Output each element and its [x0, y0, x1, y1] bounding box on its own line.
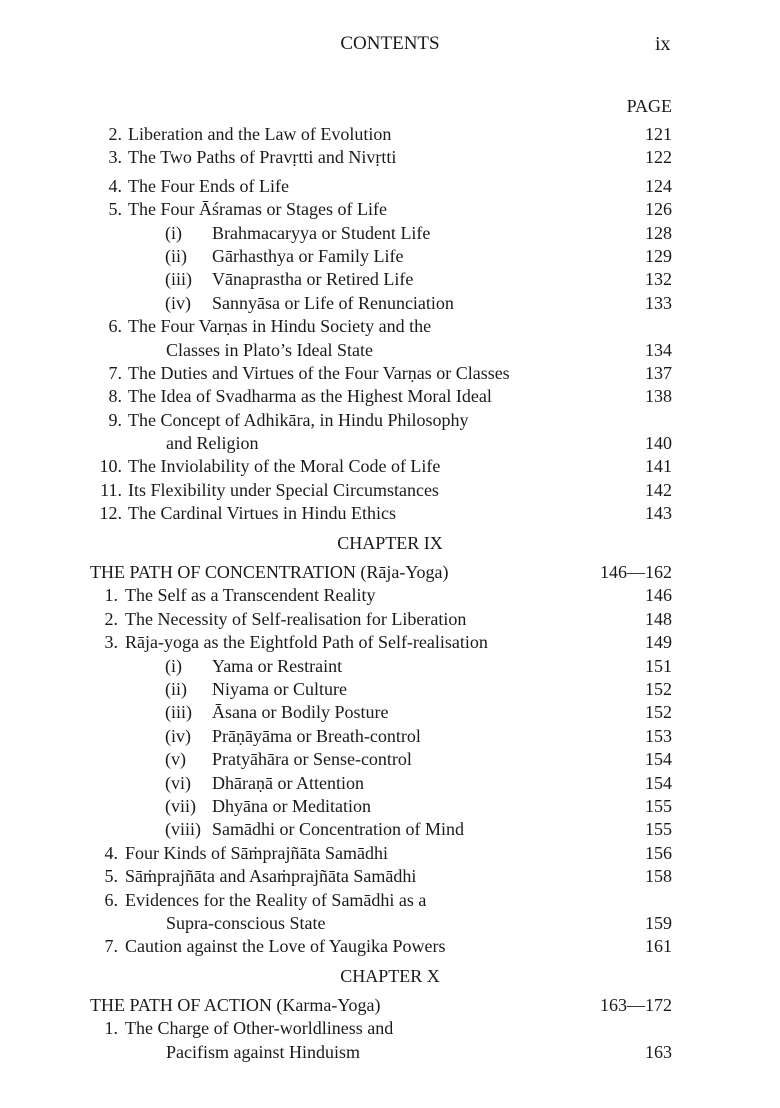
toc-entry [0, 362, 780, 385]
running-header-title: CONTENTS [340, 33, 440, 54]
entry-number: (viii) [165, 819, 201, 840]
toc-entry [0, 175, 780, 198]
entry-title: The Four Ends of Life [128, 175, 289, 196]
entry-number: 8. [108, 386, 122, 407]
entry-page: 163 [645, 1041, 672, 1062]
entry-title: The Idea of Svadharma as the Highest Moral Ideal [128, 386, 492, 407]
entry-number: 2. [104, 608, 118, 629]
entry-number: 6. [104, 889, 118, 910]
entry-title: The Four Varṇas in Hindu Society and the [128, 316, 432, 337]
entry-number: 11. [100, 479, 122, 500]
toc-entry [0, 608, 780, 631]
entry-number: 1. [104, 1018, 118, 1039]
entry-number: 4. [104, 842, 118, 863]
entry-page: 140 [645, 433, 672, 454]
part-title-row [0, 994, 780, 1017]
entry-number: (iii) [165, 702, 192, 723]
toc-entry [0, 701, 780, 724]
entry-page: 151 [645, 655, 672, 676]
entry-title: Evidences for the Reality of Samādhi as a [125, 889, 427, 910]
entry-number: (i) [165, 655, 182, 676]
entry-page: 154 [645, 772, 672, 793]
entry-page: 156 [645, 842, 672, 863]
entry-page: 128 [645, 222, 672, 243]
entry-title: and Religion [166, 433, 259, 454]
table-of-contents [0, 123, 780, 1064]
entry-title: Sannyāsa or Life of Renunciation [212, 292, 454, 313]
entry-number: (ii) [165, 245, 187, 266]
entry-title: THE PATH OF ACTION (Karma-Yoga) [90, 995, 381, 1016]
entry-title: Rāja-yoga as the Eightfold Path of Self-realisation [125, 632, 488, 653]
entry-title: Brahmacaryya or Student Life [212, 222, 431, 243]
toc-entry [0, 432, 780, 455]
entry-title: THE PATH OF CONCENTRATION (Rāja-Yoga) [90, 562, 449, 583]
toc-entry [0, 315, 780, 338]
entry-number: (ii) [165, 678, 187, 699]
toc-entry [0, 409, 780, 432]
entry-number: 3. [108, 147, 122, 168]
entry-title: The Necessity of Self-realisation for Liberation [125, 608, 467, 629]
toc-entry [0, 584, 780, 607]
entry-title: Gārhasthya or Family Life [212, 245, 404, 266]
entry-page: 141 [645, 456, 672, 477]
entry-title: CHAPTER IX [337, 532, 443, 553]
chapter-heading [0, 532, 780, 555]
toc-entry [0, 455, 780, 478]
entry-page: 163—172 [600, 995, 672, 1016]
entry-page: 133 [645, 292, 672, 313]
entry-title: Classes in Plato’s Ideal State [166, 339, 373, 360]
toc-entry [0, 222, 780, 245]
entry-title: Dhāraṇā or Attention [212, 772, 364, 793]
entry-title: Prāṇāyāma or Breath-control [212, 725, 421, 746]
entry-number: (vii) [165, 795, 196, 816]
page-number: ix [655, 33, 671, 55]
entry-title: Four Kinds of Sāṁprajñāta Samādhi [125, 842, 388, 863]
entry-page: 137 [645, 362, 672, 383]
entry-number: 12. [99, 503, 122, 524]
entry-page: 142 [645, 479, 672, 500]
toc-entry [0, 818, 780, 841]
entry-page: 159 [645, 912, 672, 933]
entry-title: Supra-conscious State [166, 912, 326, 933]
entry-number: 2. [108, 124, 122, 144]
entry-page: 161 [645, 936, 672, 957]
toc-entry [0, 935, 780, 958]
entry-page: 122 [645, 147, 672, 168]
entry-page: 138 [645, 386, 672, 407]
entry-page: 146 [645, 585, 672, 606]
toc-entry [0, 502, 780, 525]
entry-title: Sāṁprajñāta and Asaṁprajñāta Samādhi [125, 866, 417, 887]
entry-title: Āsana or Bodily Posture [212, 702, 389, 723]
entry-page: 121 [645, 124, 672, 144]
toc-entry [0, 268, 780, 291]
entry-title: The Cardinal Virtues in Hindu Ethics [128, 503, 397, 524]
entry-number: 7. [108, 362, 122, 383]
entry-number: (v) [165, 749, 186, 770]
entry-page: 158 [645, 866, 672, 887]
entry-number: 9. [108, 409, 122, 430]
toc-entry [0, 245, 780, 268]
entry-number: 4. [108, 175, 122, 196]
toc-entry [0, 1041, 780, 1064]
entry-title: The Self as a Transcendent Reality [125, 585, 376, 606]
toc-entry [0, 479, 780, 502]
toc-entry [0, 123, 780, 146]
toc-entry [0, 1017, 780, 1040]
entry-page: 134 [645, 339, 672, 360]
entry-page: 143 [645, 503, 672, 524]
entry-number: (i) [165, 222, 182, 243]
entry-page: 154 [645, 749, 672, 770]
entry-number: 5. [108, 199, 122, 220]
entry-number: 5. [104, 866, 118, 887]
entry-number: 1. [104, 585, 118, 606]
entry-title: The Charge of Other-worldliness and [125, 1018, 394, 1039]
entry-page: 129 [645, 245, 672, 266]
entry-page: 155 [645, 819, 672, 840]
entry-page: 152 [645, 678, 672, 699]
entry-title: The Two Paths of Pravṛtti and Nivṛtti [128, 147, 397, 168]
entry-page: 146—162 [600, 562, 672, 583]
toc-entry [0, 772, 780, 795]
entry-number: 3. [104, 632, 118, 653]
toc-entry [0, 292, 780, 315]
entry-page: 124 [645, 175, 672, 196]
page-column-label: PAGE [626, 96, 672, 116]
entry-page: 152 [645, 702, 672, 723]
entry-title: Vānaprastha or Retired Life [212, 269, 414, 290]
entry-title: Yama or Restraint [212, 655, 343, 676]
entry-title: The Inviolability of the Moral Code of Life [128, 456, 441, 477]
toc-entry [0, 631, 780, 654]
entry-title: Niyama or Culture [212, 678, 347, 699]
part-title-row [0, 561, 780, 584]
toc-entry [0, 912, 780, 935]
entry-title: The Concept of Adhikāra, in Hindu Philosophy [128, 409, 469, 430]
entry-title: Samādhi or Concentration of Mind [212, 819, 464, 840]
entry-page: 153 [645, 725, 672, 746]
entry-page: 126 [645, 199, 672, 220]
toc-entry [0, 385, 780, 408]
entry-title: Dhyāna or Meditation [212, 795, 371, 816]
entry-number: 10. [99, 456, 122, 477]
entry-number: 7. [104, 936, 118, 957]
entry-title: The Four Āśramas or Stages of Life [128, 199, 387, 220]
entry-number: (vi) [165, 772, 191, 793]
entry-title: Liberation and the Law of Evolution [128, 124, 392, 144]
toc-entry [0, 889, 780, 912]
toc-entry [0, 198, 780, 221]
toc-entry [0, 748, 780, 771]
entry-title: Its Flexibility under Special Circumstances [128, 479, 439, 500]
toc-entry [0, 146, 780, 169]
entry-number: (iv) [165, 725, 191, 746]
entry-title: Pacifism against Hinduism [166, 1041, 360, 1062]
entry-page: 149 [645, 632, 672, 653]
entry-page: 132 [645, 269, 672, 290]
entry-number: (iv) [165, 292, 191, 313]
entry-title: CHAPTER X [340, 965, 440, 986]
toc-entry [0, 678, 780, 701]
toc-entry [0, 655, 780, 678]
toc-entry [0, 725, 780, 748]
entry-number: 6. [108, 316, 122, 337]
toc-entry [0, 339, 780, 362]
entry-page: 155 [645, 795, 672, 816]
chapter-heading [0, 965, 780, 988]
entry-title: Caution against the Love of Yaugika Powers [125, 936, 446, 957]
entry-title: The Duties and Virtues of the Four Varṇas or Classes [128, 362, 510, 383]
entry-page: 148 [645, 608, 672, 629]
toc-entry [0, 795, 780, 818]
entry-number: (iii) [165, 269, 192, 290]
entry-title: Pratyāhāra or Sense-control [212, 749, 412, 770]
toc-entry [0, 865, 780, 888]
toc-entry [0, 842, 780, 865]
